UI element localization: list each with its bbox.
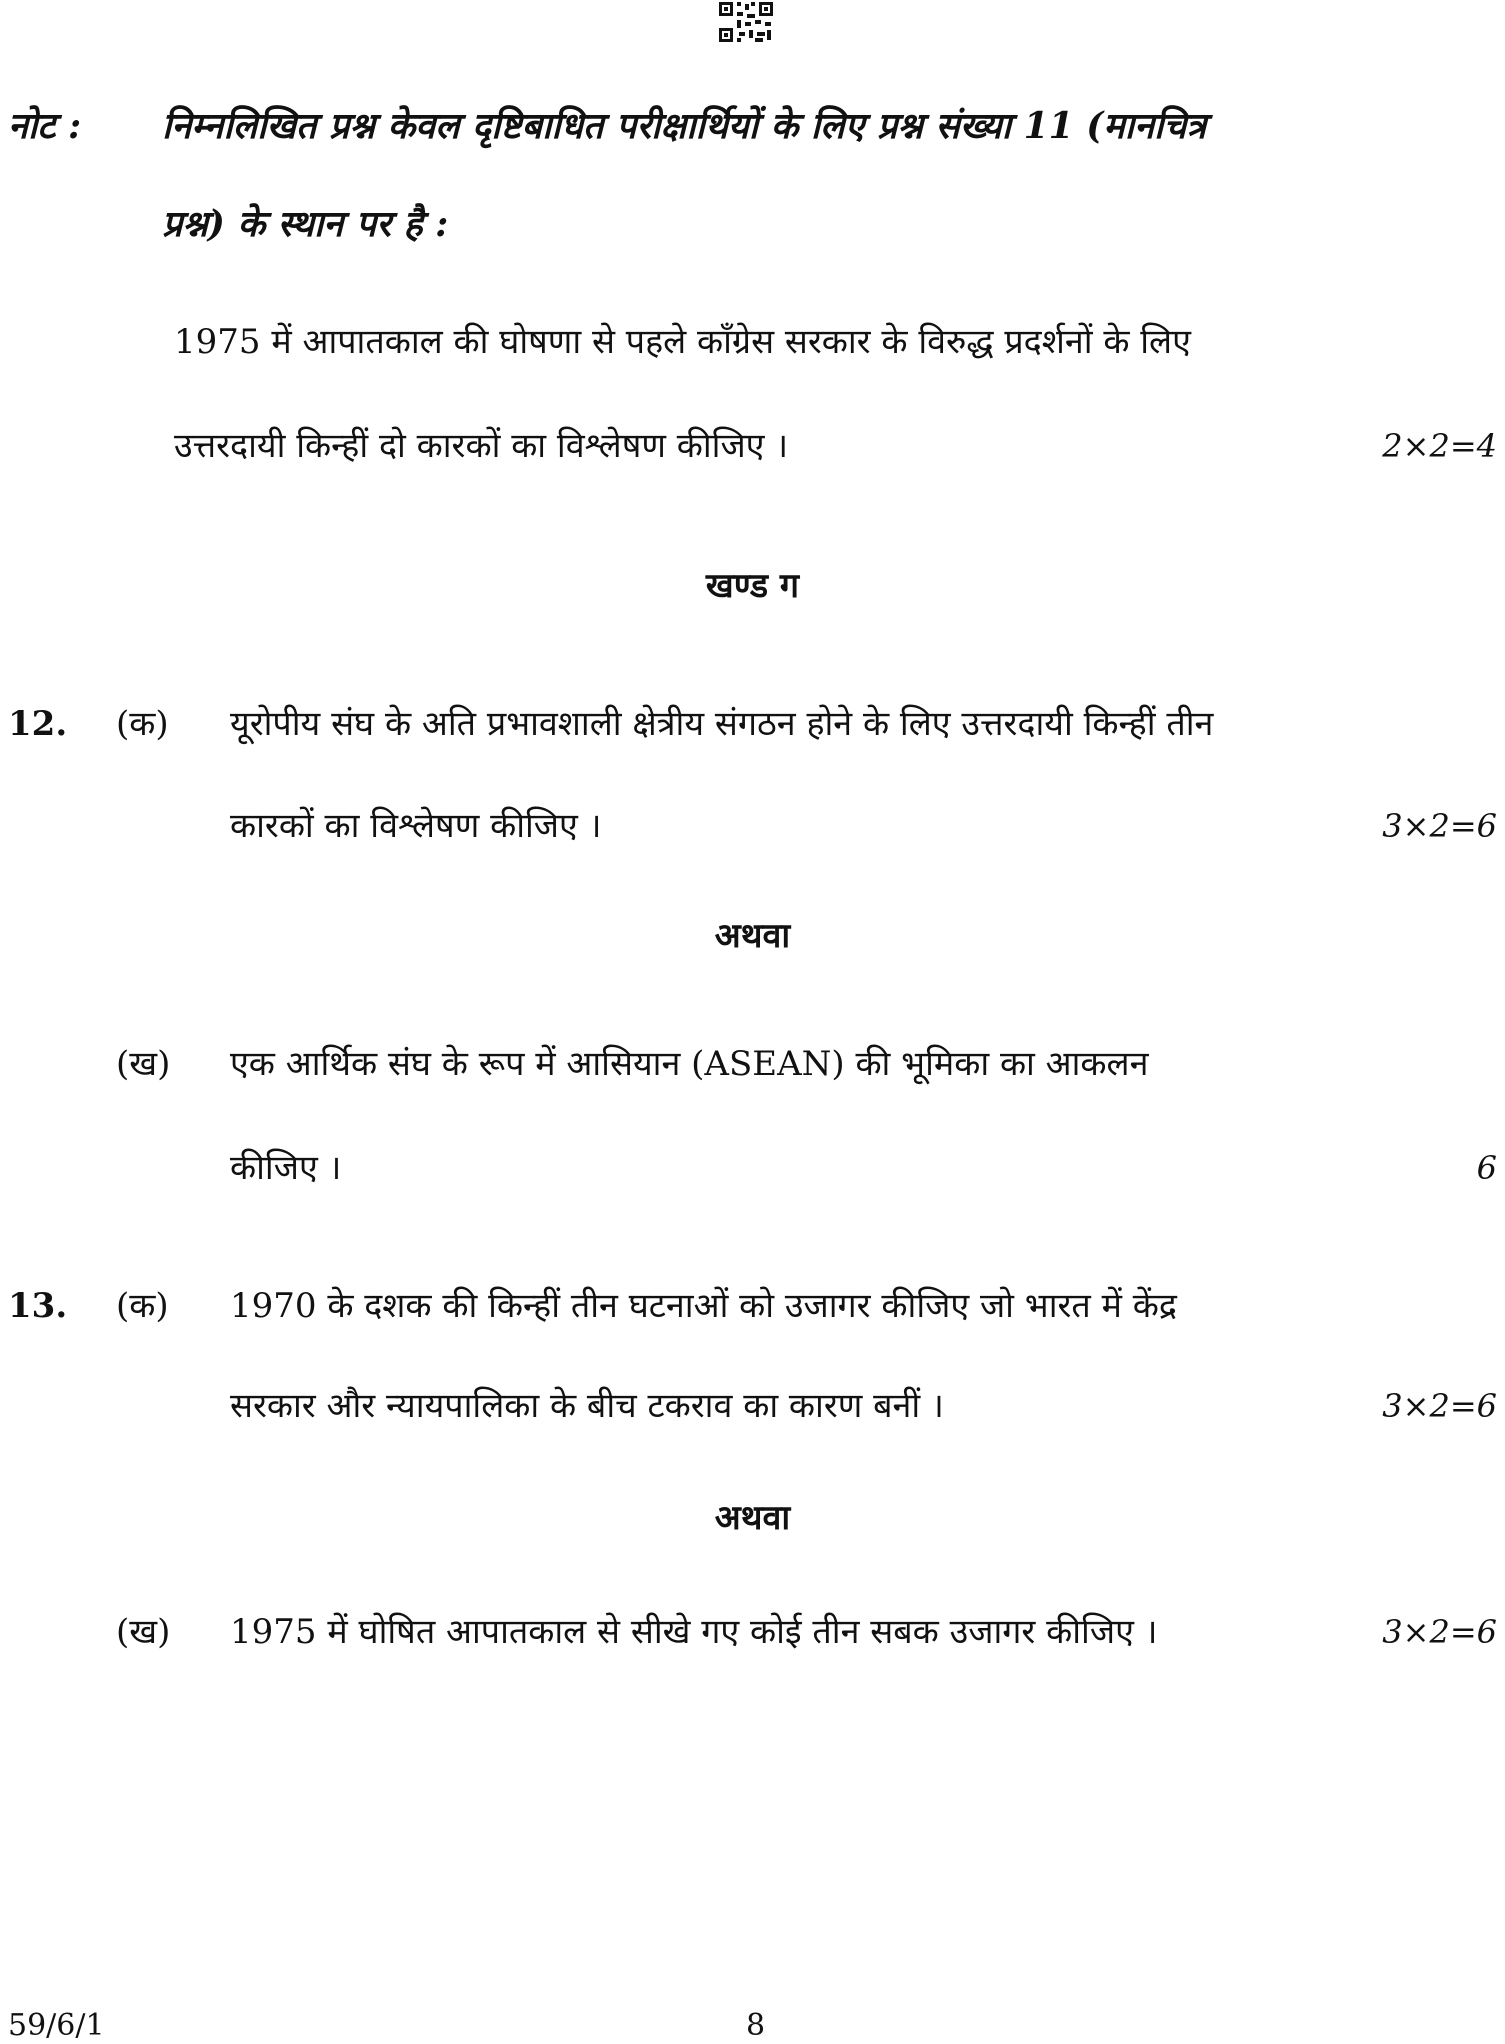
question-12a-marks: 3×2=6 <box>1382 807 1497 845</box>
question-13a-option: (क) <box>116 1286 169 1326</box>
note-label: नोट : <box>8 105 82 147</box>
question-13b-marks: 3×2=6 <box>1382 1613 1497 1651</box>
question-12b-line-2: कीजिए । <box>230 1148 342 1188</box>
question-12b-line-1: एक आर्थिक संघ के रूप में आसियान (ASEAN) की भूमिका का आकलन <box>230 1044 1149 1084</box>
section-heading: खण्ड ग <box>705 566 800 606</box>
note-line-2: प्रश्न) के स्थान पर है : <box>162 203 449 245</box>
question-12b-marks: 6 <box>1476 1149 1497 1187</box>
question-12-number: 12. <box>8 704 68 744</box>
question-13-number: 13. <box>8 1286 68 1326</box>
vi-question-marks: 2×2=4 <box>1382 427 1497 465</box>
question-13-or: अथवा <box>714 1498 791 1538</box>
question-12-or: अथवा <box>714 916 791 956</box>
question-13b-line-1: 1975 में घोषित आपातकाल से सीखे गए कोई तीन सबक उजागर कीजिए । <box>230 1612 1158 1652</box>
question-12a-line-1: यूरोपीय संघ के अति प्रभावशाली क्षेत्रीय संगठन होने के लिए उत्तरदायी किन्हीं तीन <box>230 704 1214 744</box>
vi-question-line-2: उत्तरदायी किन्हीं दो कारकों का विश्लेषण कीजिए । <box>174 426 789 466</box>
question-12b-option: (ख) <box>116 1044 171 1084</box>
question-13b-option: (ख) <box>116 1612 171 1652</box>
note-line-1: निम्नलिखित प्रश्न केवल दृष्टिबाधित परीक्षार्थियों के लिए प्रश्न संख्या 11 (मानचित्र <box>162 105 1207 147</box>
question-13a-marks: 3×2=6 <box>1382 1387 1497 1425</box>
qr-code <box>717 0 775 44</box>
question-13a-line-2: सरकार और न्यायपालिका के बीच टकराव का कारण बनीं । <box>230 1386 944 1426</box>
question-12a-option: (क) <box>116 704 169 744</box>
footer-paper-code: 59/6/1 <box>8 2008 105 2043</box>
question-12a-line-2: कारकों का विश्लेषण कीजिए । <box>230 806 602 846</box>
footer-page-number: 8 <box>746 2008 766 2043</box>
question-13a-line-1: 1970 के दशक की किन्हीं तीन घटनाओं को उजागर कीजिए जो भारत में केंद्र <box>230 1286 1177 1326</box>
vi-question-line-1: 1975 में आपातकाल की घोषणा से पहले काँग्रेस सरकार के विरुद्ध प्रदर्शनों के लिए <box>174 322 1191 362</box>
